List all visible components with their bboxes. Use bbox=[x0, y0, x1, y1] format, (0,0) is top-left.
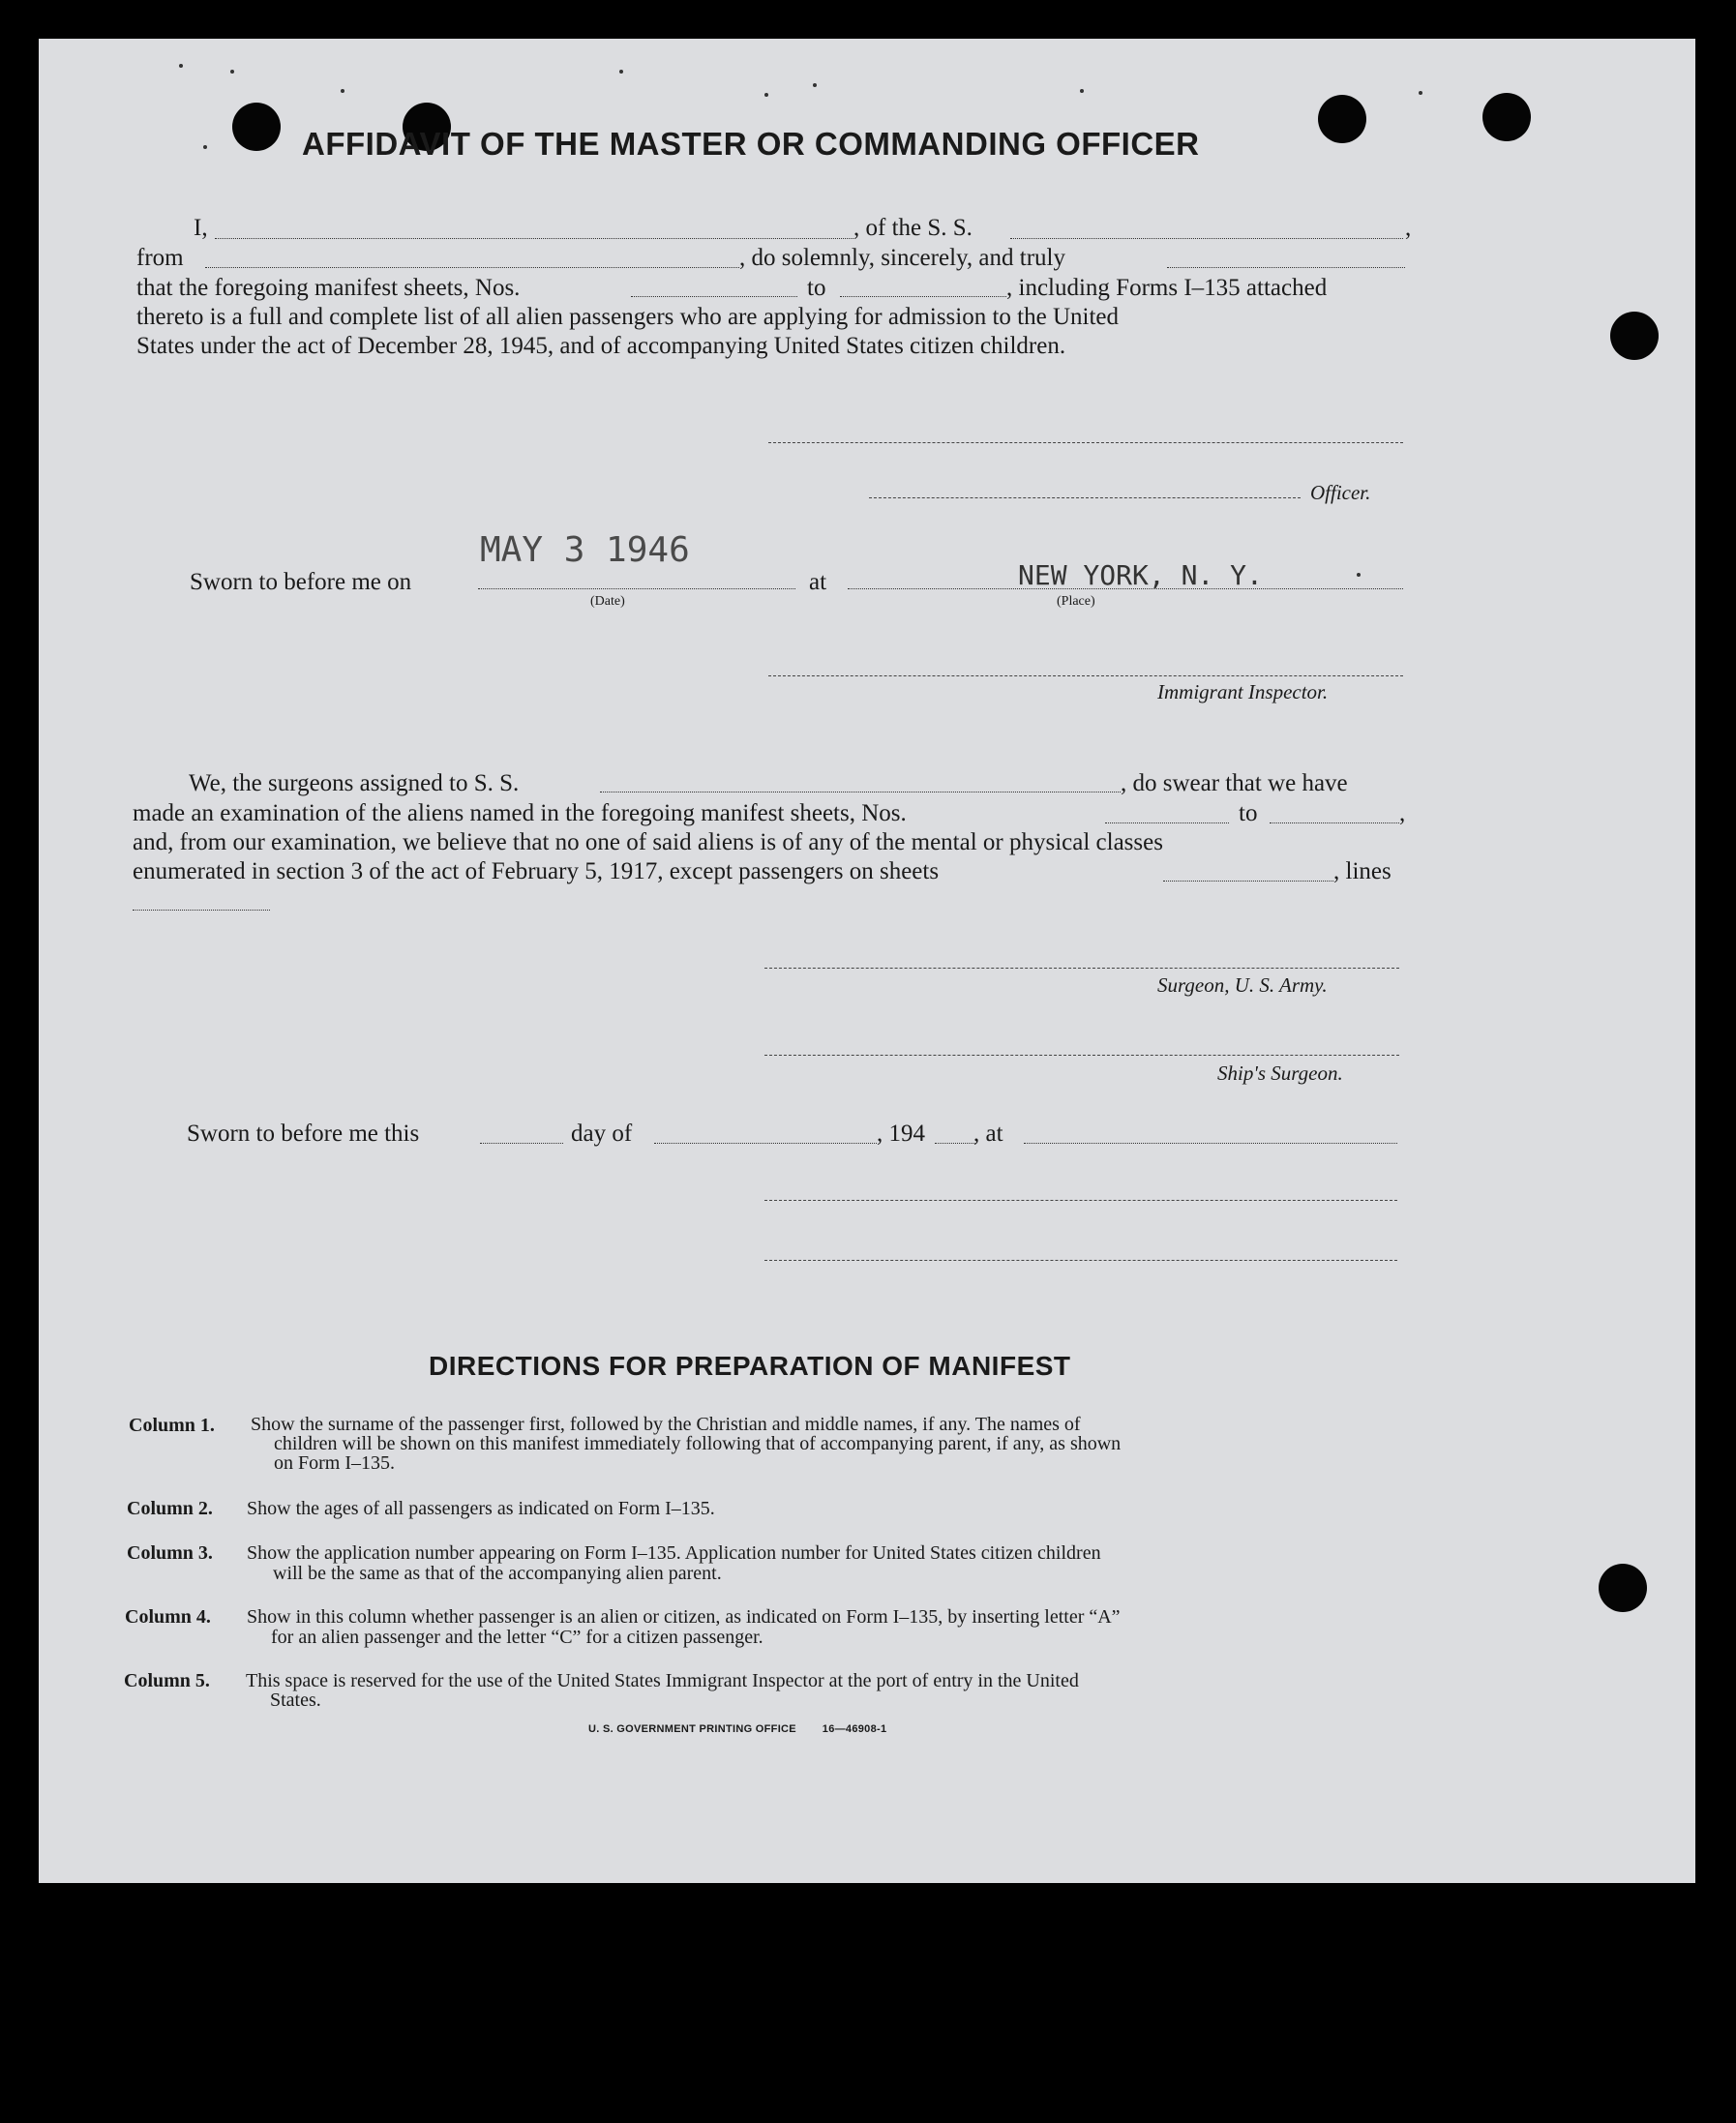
sworn-date-field[interactable] bbox=[478, 588, 795, 589]
affidavit-i: I, bbox=[194, 215, 208, 241]
sworn-month-field[interactable] bbox=[654, 1143, 877, 1144]
signature-line-b[interactable] bbox=[764, 1260, 1397, 1261]
master-signature-line[interactable] bbox=[768, 442, 1403, 443]
sheet-to-field[interactable] bbox=[840, 296, 1006, 297]
sworn-at-label: at bbox=[809, 569, 827, 595]
column4-text-2: for an alien passenger and the letter “C” for a citizen passenger. bbox=[271, 1627, 763, 1648]
punch-hole bbox=[232, 103, 281, 151]
column3-text-1: Show the application number appearing on Form I–135. Application number for United States citizen children bbox=[247, 1542, 1101, 1564]
army-surgeon-signature-line[interactable] bbox=[764, 968, 1399, 969]
column1-text-3: on Form I–135. bbox=[274, 1452, 395, 1474]
place-label: (Place) bbox=[1057, 594, 1095, 609]
surgeons-line3: and, from our examination, we believe that no one of said aliens is of any of the mental or physical classes bbox=[133, 829, 1163, 855]
officer-signature-line[interactable] bbox=[869, 497, 1301, 498]
surgeons-to: to bbox=[1239, 800, 1258, 826]
punch-hole bbox=[1610, 312, 1659, 360]
exception-sheets-field[interactable] bbox=[1163, 881, 1333, 882]
affidavit-comma: , bbox=[1405, 215, 1412, 241]
punch-hole bbox=[1482, 93, 1531, 141]
inspector-label: Immigrant Inspector. bbox=[1157, 680, 1329, 703]
printing-office-footer: U. S. GOVERNMENT PRINTING OFFICE 16—46908-1 bbox=[588, 1723, 887, 1735]
surgeons-line2: made an examination of the aliens named in the foregoing manifest sheets, Nos. bbox=[133, 800, 907, 826]
affidavit-forms: , including Forms I–135 attached bbox=[1006, 275, 1328, 301]
column5-text-1: This space is reserved for the use of the United States Immigrant Inspector at the port of entry in the United bbox=[246, 1670, 1079, 1691]
sworn2-place-field[interactable] bbox=[1024, 1143, 1397, 1144]
date-label: (Date) bbox=[590, 594, 625, 609]
date-stamp: MAY 3 1946 bbox=[480, 530, 690, 570]
column3-label: Column 3. bbox=[127, 1542, 213, 1564]
affidavit-swear: , do solemnly, sincerely, and truly bbox=[739, 245, 1065, 271]
exception-lines-field[interactable] bbox=[133, 910, 270, 911]
column2-label: Column 2. bbox=[127, 1498, 213, 1519]
affidavit-line5: States under the act of December 28, 1945, and of accompanying United States citizen children. bbox=[136, 333, 1066, 359]
master-name-field[interactable] bbox=[215, 238, 853, 239]
affidavit-to: to bbox=[807, 275, 826, 301]
army-surgeon-label: Surgeon, U. S. Army. bbox=[1157, 973, 1328, 997]
column2-text-1: Show the ages of all passengers as indicated on Form I–135. bbox=[247, 1498, 715, 1519]
affidavit-of-ss: , of the S. S. bbox=[853, 215, 973, 241]
column1-label: Column 1. bbox=[129, 1415, 215, 1436]
sworn-on-label: Sworn to before me on bbox=[190, 569, 412, 595]
surgeons-sheet-from-field[interactable] bbox=[1105, 822, 1229, 823]
surgeons-line4: enumerated in section 3 of the act of February 5, 1917, except passengers on sheets bbox=[133, 858, 940, 884]
column1-text-1: Show the surname of the passenger first, followed by the Christian and middle names, if any. The names of bbox=[251, 1414, 1081, 1435]
directions-title: DIRECTIONS FOR PREPARATION OF MANIFEST bbox=[429, 1351, 1071, 1381]
sworn-this-label: Sworn to before me this bbox=[187, 1121, 420, 1147]
sworn-year-field[interactable] bbox=[935, 1143, 975, 1144]
ship-surgeon-label: Ship's Surgeon. bbox=[1217, 1062, 1343, 1085]
column5-text-2: States. bbox=[270, 1689, 321, 1711]
column1-text-2: children will be shown on this manifest immediately following that of accompanying parent, if any, as shown bbox=[274, 1433, 1122, 1454]
ship-name-field[interactable] bbox=[1010, 238, 1403, 239]
sworn-dayof-label: day of bbox=[571, 1121, 633, 1147]
form-title: AFFIDAVIT OF THE MASTER OR COMMANDING OFFICER bbox=[302, 126, 1200, 162]
inspector-signature-line[interactable] bbox=[768, 675, 1403, 676]
from-port-field[interactable] bbox=[205, 267, 739, 268]
sworn2-at-label: , at bbox=[973, 1121, 1003, 1147]
place-stamp: NEW YORK, N. Y. bbox=[1018, 559, 1263, 591]
sheet-from-field[interactable] bbox=[631, 296, 797, 297]
sworn-place-field[interactable] bbox=[848, 588, 1403, 589]
officer-label: Officer. bbox=[1310, 481, 1371, 504]
surgeons-comma: , bbox=[1399, 800, 1406, 826]
surgeons-line1: We, the surgeons assigned to S. S. bbox=[189, 770, 520, 796]
punch-hole bbox=[1318, 95, 1366, 143]
affidavit-sheets: that the foregoing manifest sheets, Nos. bbox=[136, 275, 521, 301]
surgeons-lines: , lines bbox=[1333, 858, 1392, 884]
punch-hole bbox=[1599, 1564, 1647, 1612]
sworn-day-field[interactable] bbox=[480, 1143, 563, 1144]
sworn-year-label: , 194 bbox=[877, 1121, 925, 1147]
column5-label: Column 5. bbox=[124, 1670, 210, 1691]
oath-field[interactable] bbox=[1167, 267, 1405, 268]
column4-label: Column 4. bbox=[125, 1606, 211, 1628]
column4-text-1: Show in this column whether passenger is an alien or citizen, as indicated on Form I–135, by inserting letter “A” bbox=[247, 1606, 1121, 1628]
surgeons-sheet-to-field[interactable] bbox=[1270, 822, 1399, 823]
column3-text-2: will be the same as that of the accompanying alien parent. bbox=[273, 1563, 722, 1584]
ship-surgeon-signature-line[interactable] bbox=[764, 1055, 1399, 1056]
signature-line-a[interactable] bbox=[764, 1200, 1397, 1201]
affidavit-line4: thereto is a full and complete list of all alien passengers who are applying for admission to the United bbox=[136, 304, 1120, 330]
affidavit-from: from bbox=[136, 245, 184, 271]
surgeons-swear: , do swear that we have bbox=[1121, 770, 1348, 796]
